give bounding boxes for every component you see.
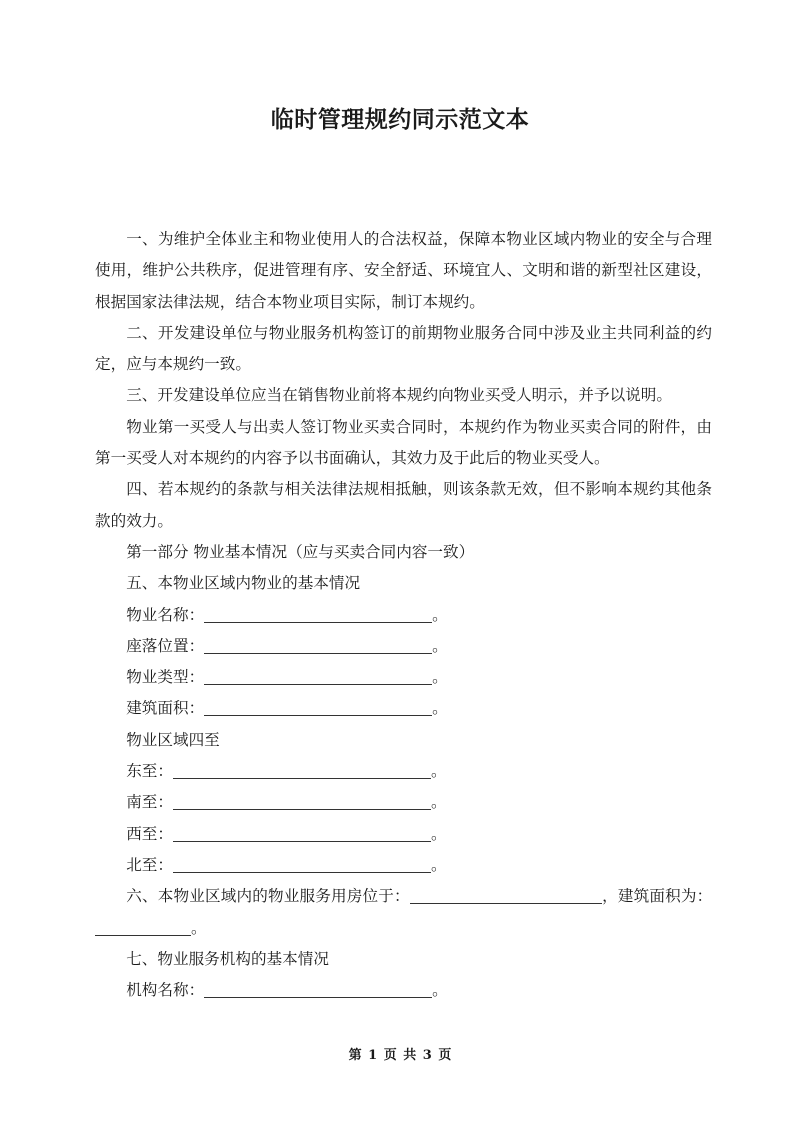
paragraph-3: 三、开发建设单位应当在销售物业前将本规约向物业买受人明示，并予以说明。: [126, 386, 672, 405]
field-north: [95, 850, 712, 881]
paragraph-5: 四、若本规约的条款与相关法律法规相抵触，则该条款无效，但不影响本规约其他条款的效力。: [95, 480, 712, 530]
field-label: 东至：: [126, 762, 173, 781]
end-mark: 。: [430, 824, 447, 843]
end-mark: 。: [432, 699, 448, 718]
blank-line: [204, 637, 432, 654]
document-title: 临时管理规约同示范文本: [270, 107, 530, 133]
section-5-heading: 五、本物业区域内物业的基本情况: [126, 574, 361, 593]
field-label: 座落位置：: [126, 636, 205, 655]
section-6: [95, 881, 712, 944]
field-label: 西至：: [126, 824, 173, 843]
end-mark: 。: [432, 605, 448, 624]
part-1-heading: 第一部分 物业基本情况（应与买卖合同内容一致）: [126, 542, 475, 561]
field-building-area: [95, 693, 712, 724]
blank-line: [204, 669, 432, 686]
field-west: [95, 819, 712, 850]
field-property-type: [95, 662, 712, 693]
blank-line: [173, 825, 431, 842]
field-label: 北至：: [126, 855, 173, 874]
blank-line: [95, 919, 191, 936]
blank-line: [204, 700, 432, 717]
field-location: [95, 631, 712, 662]
section-6-mid: ，建筑面积为：: [601, 887, 712, 906]
document-body: [95, 224, 712, 1006]
field-label: 物业类型：: [126, 668, 205, 687]
end-mark: 。: [430, 762, 447, 781]
field-label: 南至：: [126, 793, 173, 812]
paragraph-2: 二、开发建设单位与物业服务机构签订的前期物业服务合同中涉及业主共同利益的约定，应与本规约一致。: [95, 323, 712, 374]
blank-line: [204, 606, 432, 623]
end-mark: 。: [432, 636, 448, 655]
blank-line: [173, 856, 431, 873]
field-org-name: [95, 975, 712, 1006]
end-mark: 。: [432, 668, 448, 687]
area-boundaries-heading: 物业区域四至: [126, 730, 220, 749]
paragraph-1: 一、为维护全体业主和物业使用人的合法权益，保障本物业区域内物业的安全与合理使用，维护公共秩序，促进管理有序、安全舒适、环境宜人、文明和谐的新型社区建设，根据国家法律法规，结合本物业项目实际，制订本规约。: [95, 230, 712, 311]
blank-line: [204, 982, 432, 999]
blank-line: [173, 762, 431, 779]
paragraph-4: 物业第一买受人与出卖人签订物业买卖合同时，本规约作为物业买卖合同的附件，由第一买受人对本规约的内容予以书面确认，其效力及于此后的物业买受人。: [95, 417, 712, 468]
field-label: 物业名称：: [126, 605, 205, 624]
end-mark: 。: [430, 855, 447, 874]
field-label: 建筑面积：: [126, 699, 205, 718]
blank-line: [173, 794, 431, 811]
field-south: [95, 787, 712, 818]
end-mark: 。: [432, 981, 448, 1000]
blank-line: [410, 888, 602, 905]
end-mark: 。: [191, 918, 207, 937]
section-6-lead: 六、本物业区域内的物业服务用房位于：: [126, 887, 410, 906]
field-property-name: [95, 600, 712, 631]
section-7-heading: 七、物业服务机构的基本情况: [126, 949, 329, 968]
field-east: [95, 756, 712, 787]
field-label: 机构名称：: [126, 981, 205, 1000]
page-footer: 第 1 页 共 3 页: [348, 1048, 452, 1063]
end-mark: 。: [430, 793, 447, 812]
